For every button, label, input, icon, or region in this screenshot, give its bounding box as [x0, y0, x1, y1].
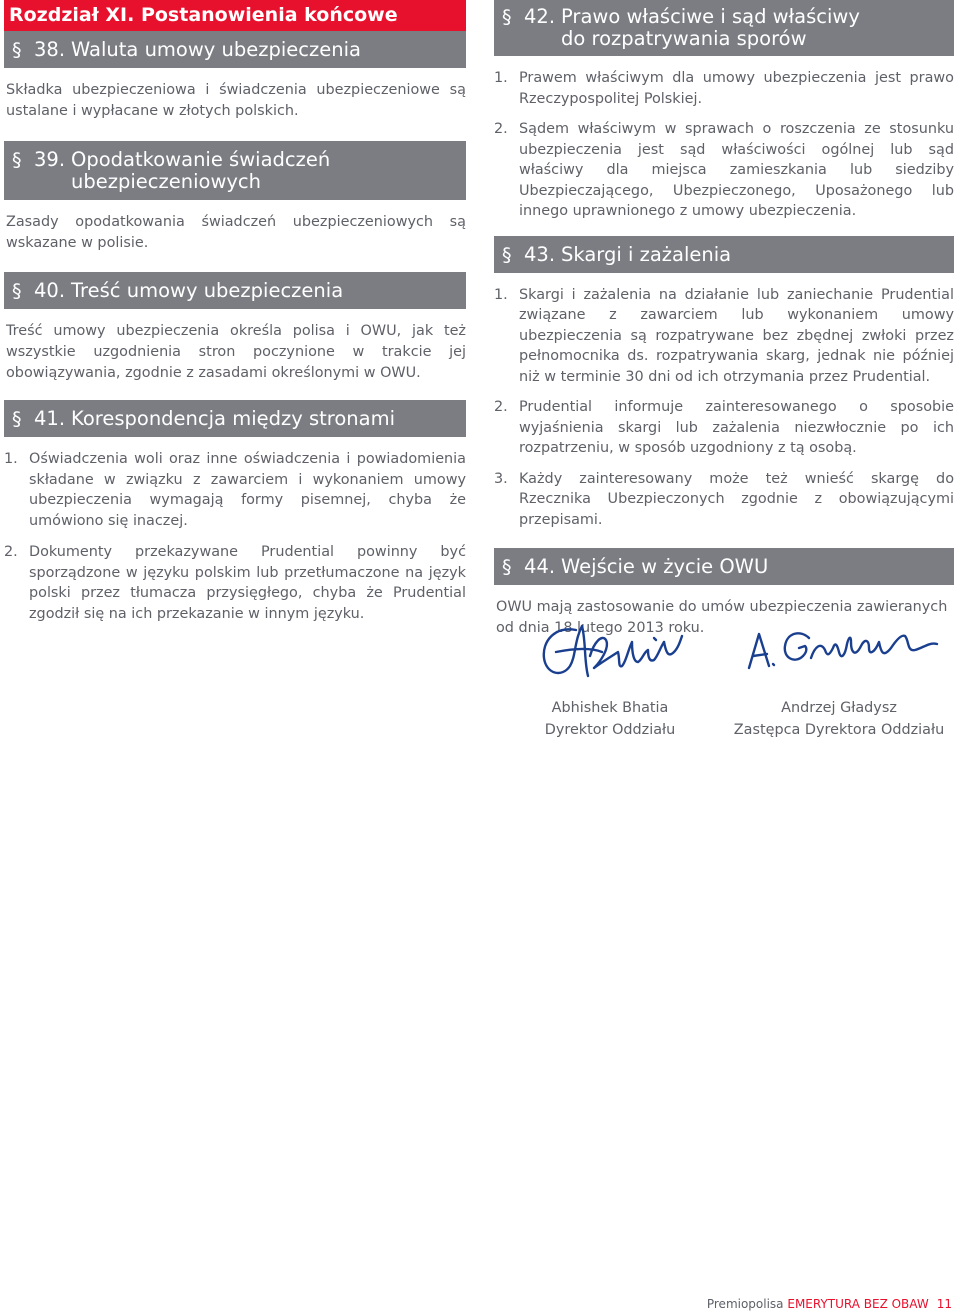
section-39-header [4, 141, 466, 200]
section-number: 42. [524, 5, 556, 28]
signatory-name: Andrzej Gładysz [781, 700, 897, 716]
section-number: 39. [34, 148, 66, 171]
section-number: 41. [34, 407, 66, 430]
section-symbol-icon: § [502, 556, 512, 578]
signature-image-bhatia [536, 612, 686, 687]
section-40-text: Treść umowy ubezpieczenia określa polisa i OWU, jak też wszystkie uzgodnienia stron poczynione w trakcie jej obowiązywania, zgodnie z zasadami określonymi w OWU. [6, 323, 466, 381]
section-symbol-icon: § [502, 243, 512, 266]
section-symbol-icon: § [12, 149, 22, 171]
signature-block [500, 697, 720, 741]
section-39-text: Zasady opodatkowania świadczeń ubezpieczeniowych są wskazane w polisie. [6, 214, 466, 251]
list-item: 2. Sądem właściwym w sprawach o roszczenia ze stosunku ubezpieczenia jest sąd właściwości ogólnej lub sąd właściwy dla miejsca zamieszkania lub siedziby Ubezpieczającego, Ubezpieczonego, Uposażonego lub innego uprawnionego z umowy ubezpieczenia. [494, 121, 954, 219]
section-title: Opodatkowanie świadczeń ubezpieczeniowych [71, 148, 331, 193]
footer-product: EMERYTURA BEZ OBAW [787, 1297, 929, 1311]
section-title: Prawo właściwe i sąd właściwy do rozpatrywania sporów [561, 5, 860, 50]
section-number: 43. [524, 242, 556, 266]
signatory-role: Dyrektor Oddziału [544, 722, 676, 738]
section-title: Skargi i zażalenia [561, 242, 732, 266]
section-43-header [494, 236, 954, 273]
section-40-header [4, 272, 466, 309]
section-42-header [494, 0, 954, 56]
list-item: 3. Każdy zainteresowany może też wnieść skargę do Rzecznika Ubezpieczonych zgodnie z obowiązującymi przepisami. [494, 470, 954, 528]
page-footer [707, 1297, 952, 1311]
section-symbol-icon: § [502, 6, 512, 28]
section-title: Treść umowy ubezpieczenia [71, 279, 344, 302]
section-symbol-icon: § [12, 39, 22, 61]
section-symbol-icon: § [12, 280, 22, 302]
page-number: 11 [936, 1297, 952, 1311]
list-item: 1. Oświadczenia woli oraz inne oświadczenia i powiadomienia składane w związku z zawarciem i wykonaniem umowy ubezpieczenia wymagają formy pisemnej, chyba że umówiono się inaczej. [4, 451, 466, 529]
signatory-name: Abhishek Bhatia [551, 700, 669, 716]
section-title: Wejście w życie OWU [561, 555, 769, 578]
left-column [4, 0, 466, 624]
section-38-text: Składka ubezpieczeniowa i świadczenia ubezpieczeniowe są ustalane i wypłacane w złotych polskich. [6, 82, 466, 119]
list-item: 2. Dokumenty przekazywane Prudential powinny być sporządzone w języku polskim lub przetłumaczone na język polski przez tłumacza przysięgłego, chyba że Prudential zgodził się na ich przekazanie w innym języku. [4, 544, 466, 622]
section-number: 40. [34, 279, 66, 302]
section-title: Korespondencja między stronami [71, 407, 396, 430]
list-item: 1. Skargi i zażalenia na działanie lub zaniechanie Prudential związane z zawarciem lub wykonaniem umowy ubezpieczenia są rozpatrywane bez zbędnej zwłoki przez pełnomocnika ds. rozpatrywania skarg, jednak nie później niż w terminie 30 dni od ich otrzymania przez Prudential. [494, 286, 954, 385]
section-38-header [4, 31, 466, 68]
list-item: 2. Prudential informuje zainteresowanego o sposobie wyjaśnienia skargi lub zażalenia niezwłocznie po ich rozpatrzeniu, w sposób uzgodniony z tą osobą. [494, 399, 954, 456]
right-column [494, 0, 954, 639]
section-44-text: OWU mają zastosowanie do umów ubezpieczenia zawieranych od dnia 18 lutego 2013 roku. [496, 599, 948, 636]
section-symbol-icon: § [12, 408, 22, 430]
list-item: 1. Prawem właściwym dla umowy ubezpieczenia jest prawo Rzeczypospolitej Polskiej. [494, 70, 954, 107]
section-number: 44. [524, 555, 556, 578]
section-44-header [494, 548, 954, 585]
signature-image-gladysz [745, 622, 945, 674]
chapter-title: Rozdział XI. Postanowienia końcowe [4, 0, 466, 31]
signature-block [729, 697, 949, 741]
section-title: Waluta umowy ubezpieczenia [71, 38, 361, 61]
section-number: 38. [34, 38, 66, 61]
signatory-role: Zastępca Dyrektora Oddziału [733, 722, 945, 738]
footer-prefix: Premiopolisa [706, 1297, 788, 1311]
section-41-header [4, 400, 466, 437]
